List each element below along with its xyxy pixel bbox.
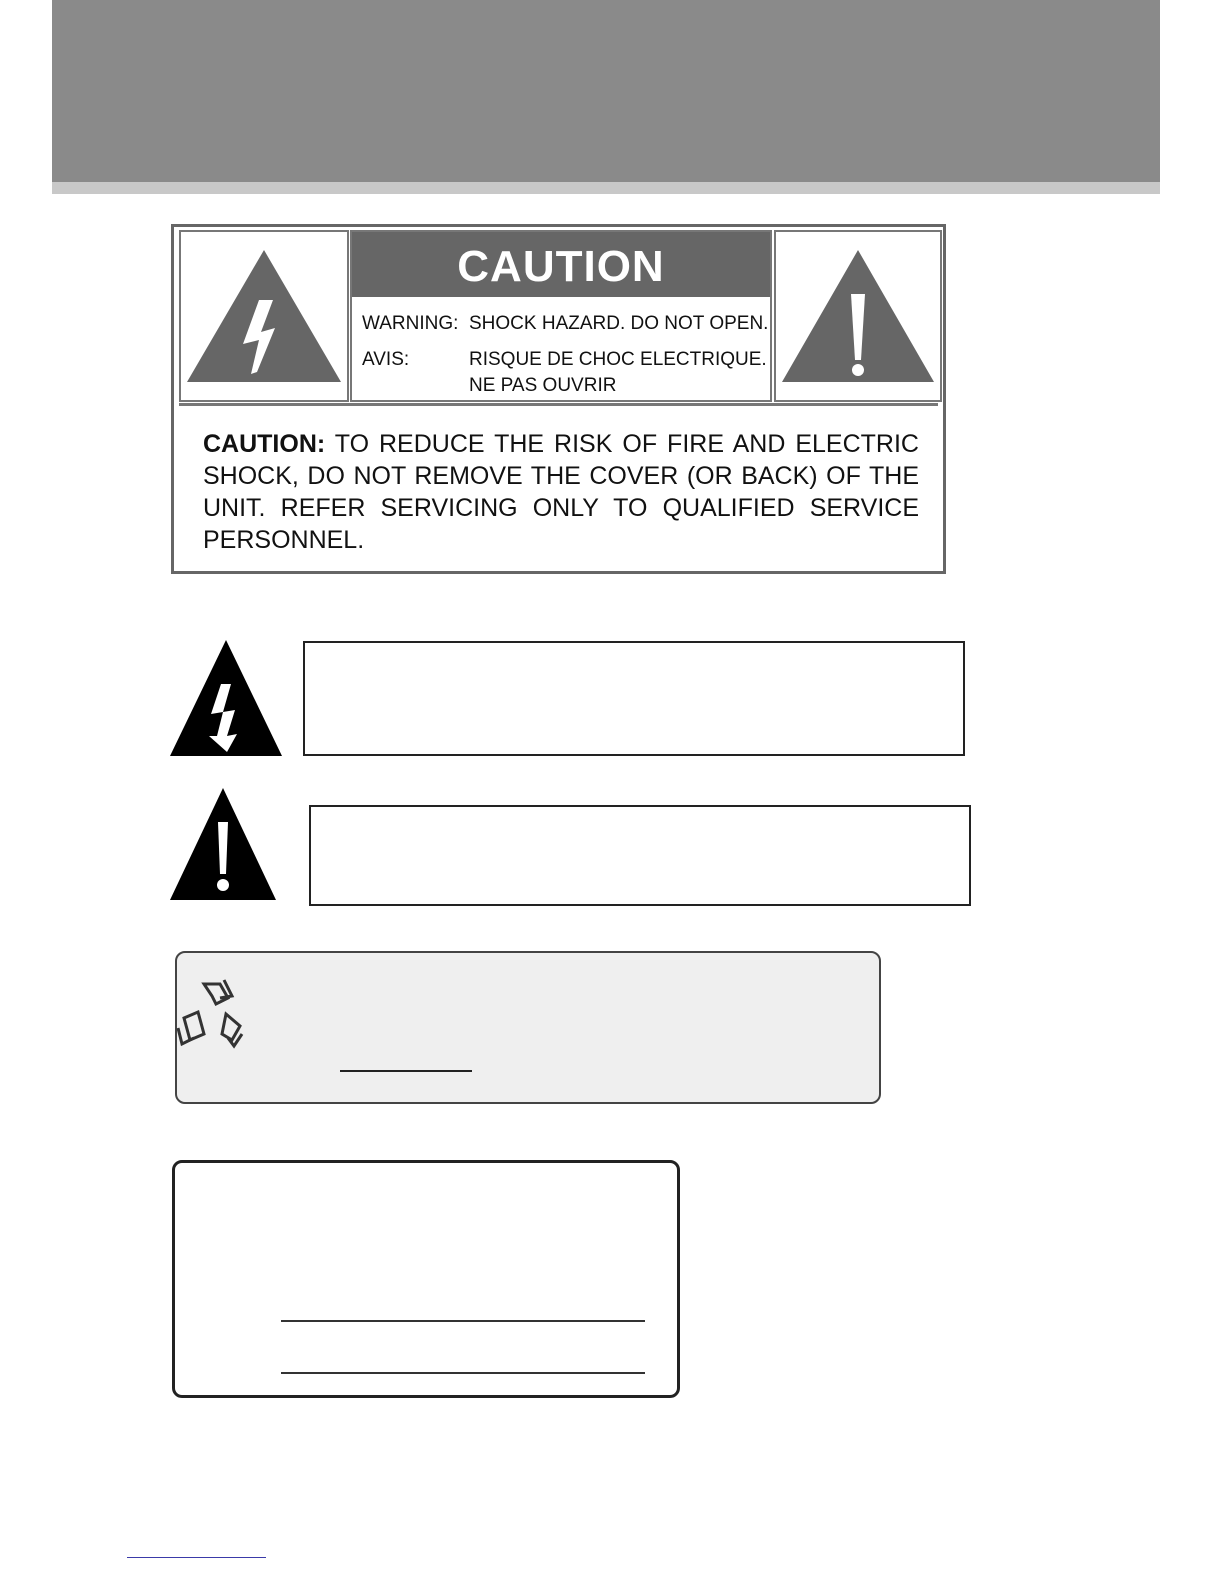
- caution-label-center-panel: [350, 230, 772, 402]
- avis-key: AVIS:: [362, 349, 410, 370]
- caution-label-right-panel: [774, 230, 942, 402]
- avis-continued-value: NE PAS OUVRIR: [469, 375, 617, 396]
- header-underline: [52, 182, 1160, 194]
- record-blank-line-2: [281, 1372, 645, 1374]
- header-band: [52, 0, 1160, 182]
- warning-key: WARNING:: [362, 313, 459, 334]
- records-box: [172, 1160, 680, 1398]
- recycle-link-underline: [340, 1070, 472, 1072]
- caution-warning-text: [352, 297, 770, 400]
- lightning-bolt-triangle-icon: [181, 232, 347, 400]
- exclamation-triangle-icon: [776, 232, 940, 400]
- caution-notice-lead: CAUTION:: [203, 430, 326, 458]
- caution-notice-body: TO REDUCE THE RISK OF FIRE AND ELECTRIC SHOCK, DO NOT REMOVE THE COVER (OR BACK) OF THE UNIT. REFER SERVICING ONLY TO QUALIFIED SERVICE PERSONNEL.: [203, 430, 919, 554]
- caution-label-left-panel: [179, 230, 349, 402]
- recycle-panel: [175, 951, 881, 1104]
- caution-notice-text: [203, 428, 919, 556]
- caution-heading: CAUTION: [352, 232, 770, 297]
- caution-notice: [179, 403, 938, 570]
- avis-value: RISQUE DE CHOC ELECTRIQUE.: [469, 349, 767, 370]
- caution-label: [171, 224, 946, 574]
- exclamation-symbol-note-box: [309, 805, 971, 906]
- shock-symbol-note-box: [303, 641, 965, 756]
- record-blank-line-1: [281, 1320, 645, 1322]
- warning-value: SHOCK HAZARD. DO NOT OPEN.: [469, 313, 769, 334]
- recycle-icon: [176, 978, 246, 1050]
- lightning-bolt-icon: [169, 640, 283, 758]
- footer-link-underline: [127, 1557, 266, 1558]
- exclamation-icon: [169, 788, 277, 902]
